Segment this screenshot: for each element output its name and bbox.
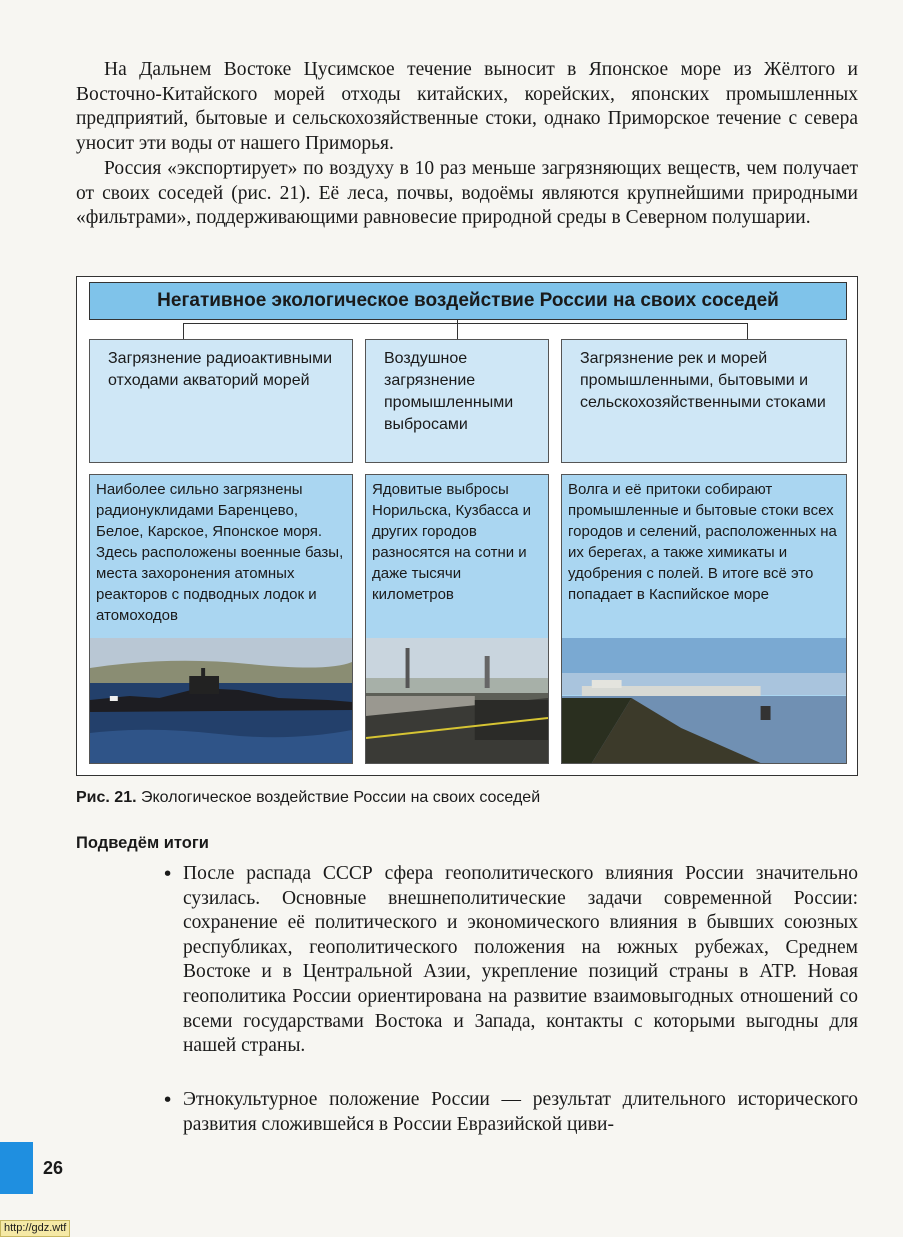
- summary-bullet-geopolitics: После распада СССР сфера геополитического влияния России значительно сузилась. Основные внешнеполитические задачи современной России: сохранение её политического и экономического влияния в бывших союзных республиках, геополитического положения на южных рубежах, Среднем Востоке и в Центральной Азии, укрепление позиций страны в АТР. Новая геополитика России ориентирована на развитие взаимовыгодных отношений со всеми государствами Востока и Запада, контакты с которыми выгодны для нашей страны.: [183, 863, 858, 1057]
- bullet-marker: •: [162, 863, 174, 885]
- detail-radioactive: [89, 474, 353, 764]
- category-radioactive: [89, 339, 353, 463]
- paragraph-air-export: Россия «экспортирует» по воздуху в 10 раз меньше загрязняющих веществ, чем получает от своих соседей (рис. 21). Её леса, почвы, водоёмы являются крупнейшими природными «фильтрами», поддерживающими равновесие природной среды в Северном полушарии.: [76, 158, 858, 229]
- category-water: [561, 339, 847, 463]
- connector-horizontal: [183, 323, 748, 324]
- caption-text: Экологическое воздействие России на своих соседей: [141, 789, 541, 806]
- page-color-tab: [0, 1142, 33, 1194]
- summary-heading: Подведём итоги: [76, 834, 209, 852]
- bullet-marker: •: [162, 1089, 174, 1111]
- submarine-photo: [90, 638, 352, 763]
- category-radioactive-heading: Загрязнение радиоактивными отходами акваторий морей: [108, 350, 333, 389]
- summary-bullet-ethnocultural: Этнокультурное положение России — результат длительного исторического развития сложившейся в России Евразийской циви-: [183, 1089, 858, 1135]
- category-air: [365, 339, 549, 463]
- caption-label: Рис. 21.: [76, 789, 137, 806]
- figure-caption: [76, 789, 540, 807]
- river-dam-photo: [562, 638, 846, 763]
- detail-water-text: Волга и её притоки собирают промышленные и бытовые стоки всех городов и селений, расположенных на их берегах, а также химикаты и удобрения с полей. В итоге всё это попадает в Каспийское море: [568, 481, 837, 603]
- source-watermark: http://gdz.wtf: [0, 1220, 70, 1237]
- diagram-title: Негативное экологическое воздействие России на своих соседей: [89, 282, 847, 320]
- category-water-heading: Загрязнение рек и морей промышленными, бытовыми и сельскохозяйственными стоками: [580, 350, 826, 411]
- figure-21-diagram: [76, 276, 858, 776]
- industrial-plant-photo: [366, 638, 548, 763]
- connector-right: [747, 323, 748, 339]
- detail-water: [561, 474, 847, 764]
- detail-air: [365, 474, 549, 764]
- detail-radioactive-text: Наиболее сильно загрязнены радионуклидами Баренцево, Белое, Карское, Японское моря. Здесь расположены военные базы, места захоронения атомных реакторов с подводных лодок и атомоходов: [96, 481, 344, 624]
- paragraph-tsushima-current: На Дальнем Востоке Цусимское течение выносит в Японское море из Жёлтого и Восточно-Китайского морей отходы китайских, корейских, японских промышленных предприятий, бытовые и сельскохозяйственные стоки, однако Приморское течение с севера уносит эти воды от нашего Приморья.: [76, 59, 858, 154]
- connector-left: [183, 323, 184, 339]
- page-number: 26: [43, 1158, 64, 1178]
- category-air-heading: Воздушное загрязнение промышленными выбросами: [384, 350, 514, 433]
- detail-air-text: Ядовитые выбросы Норильска, Кузбасса и других городов разносятся на сотни и даже тысячи километров: [372, 481, 531, 603]
